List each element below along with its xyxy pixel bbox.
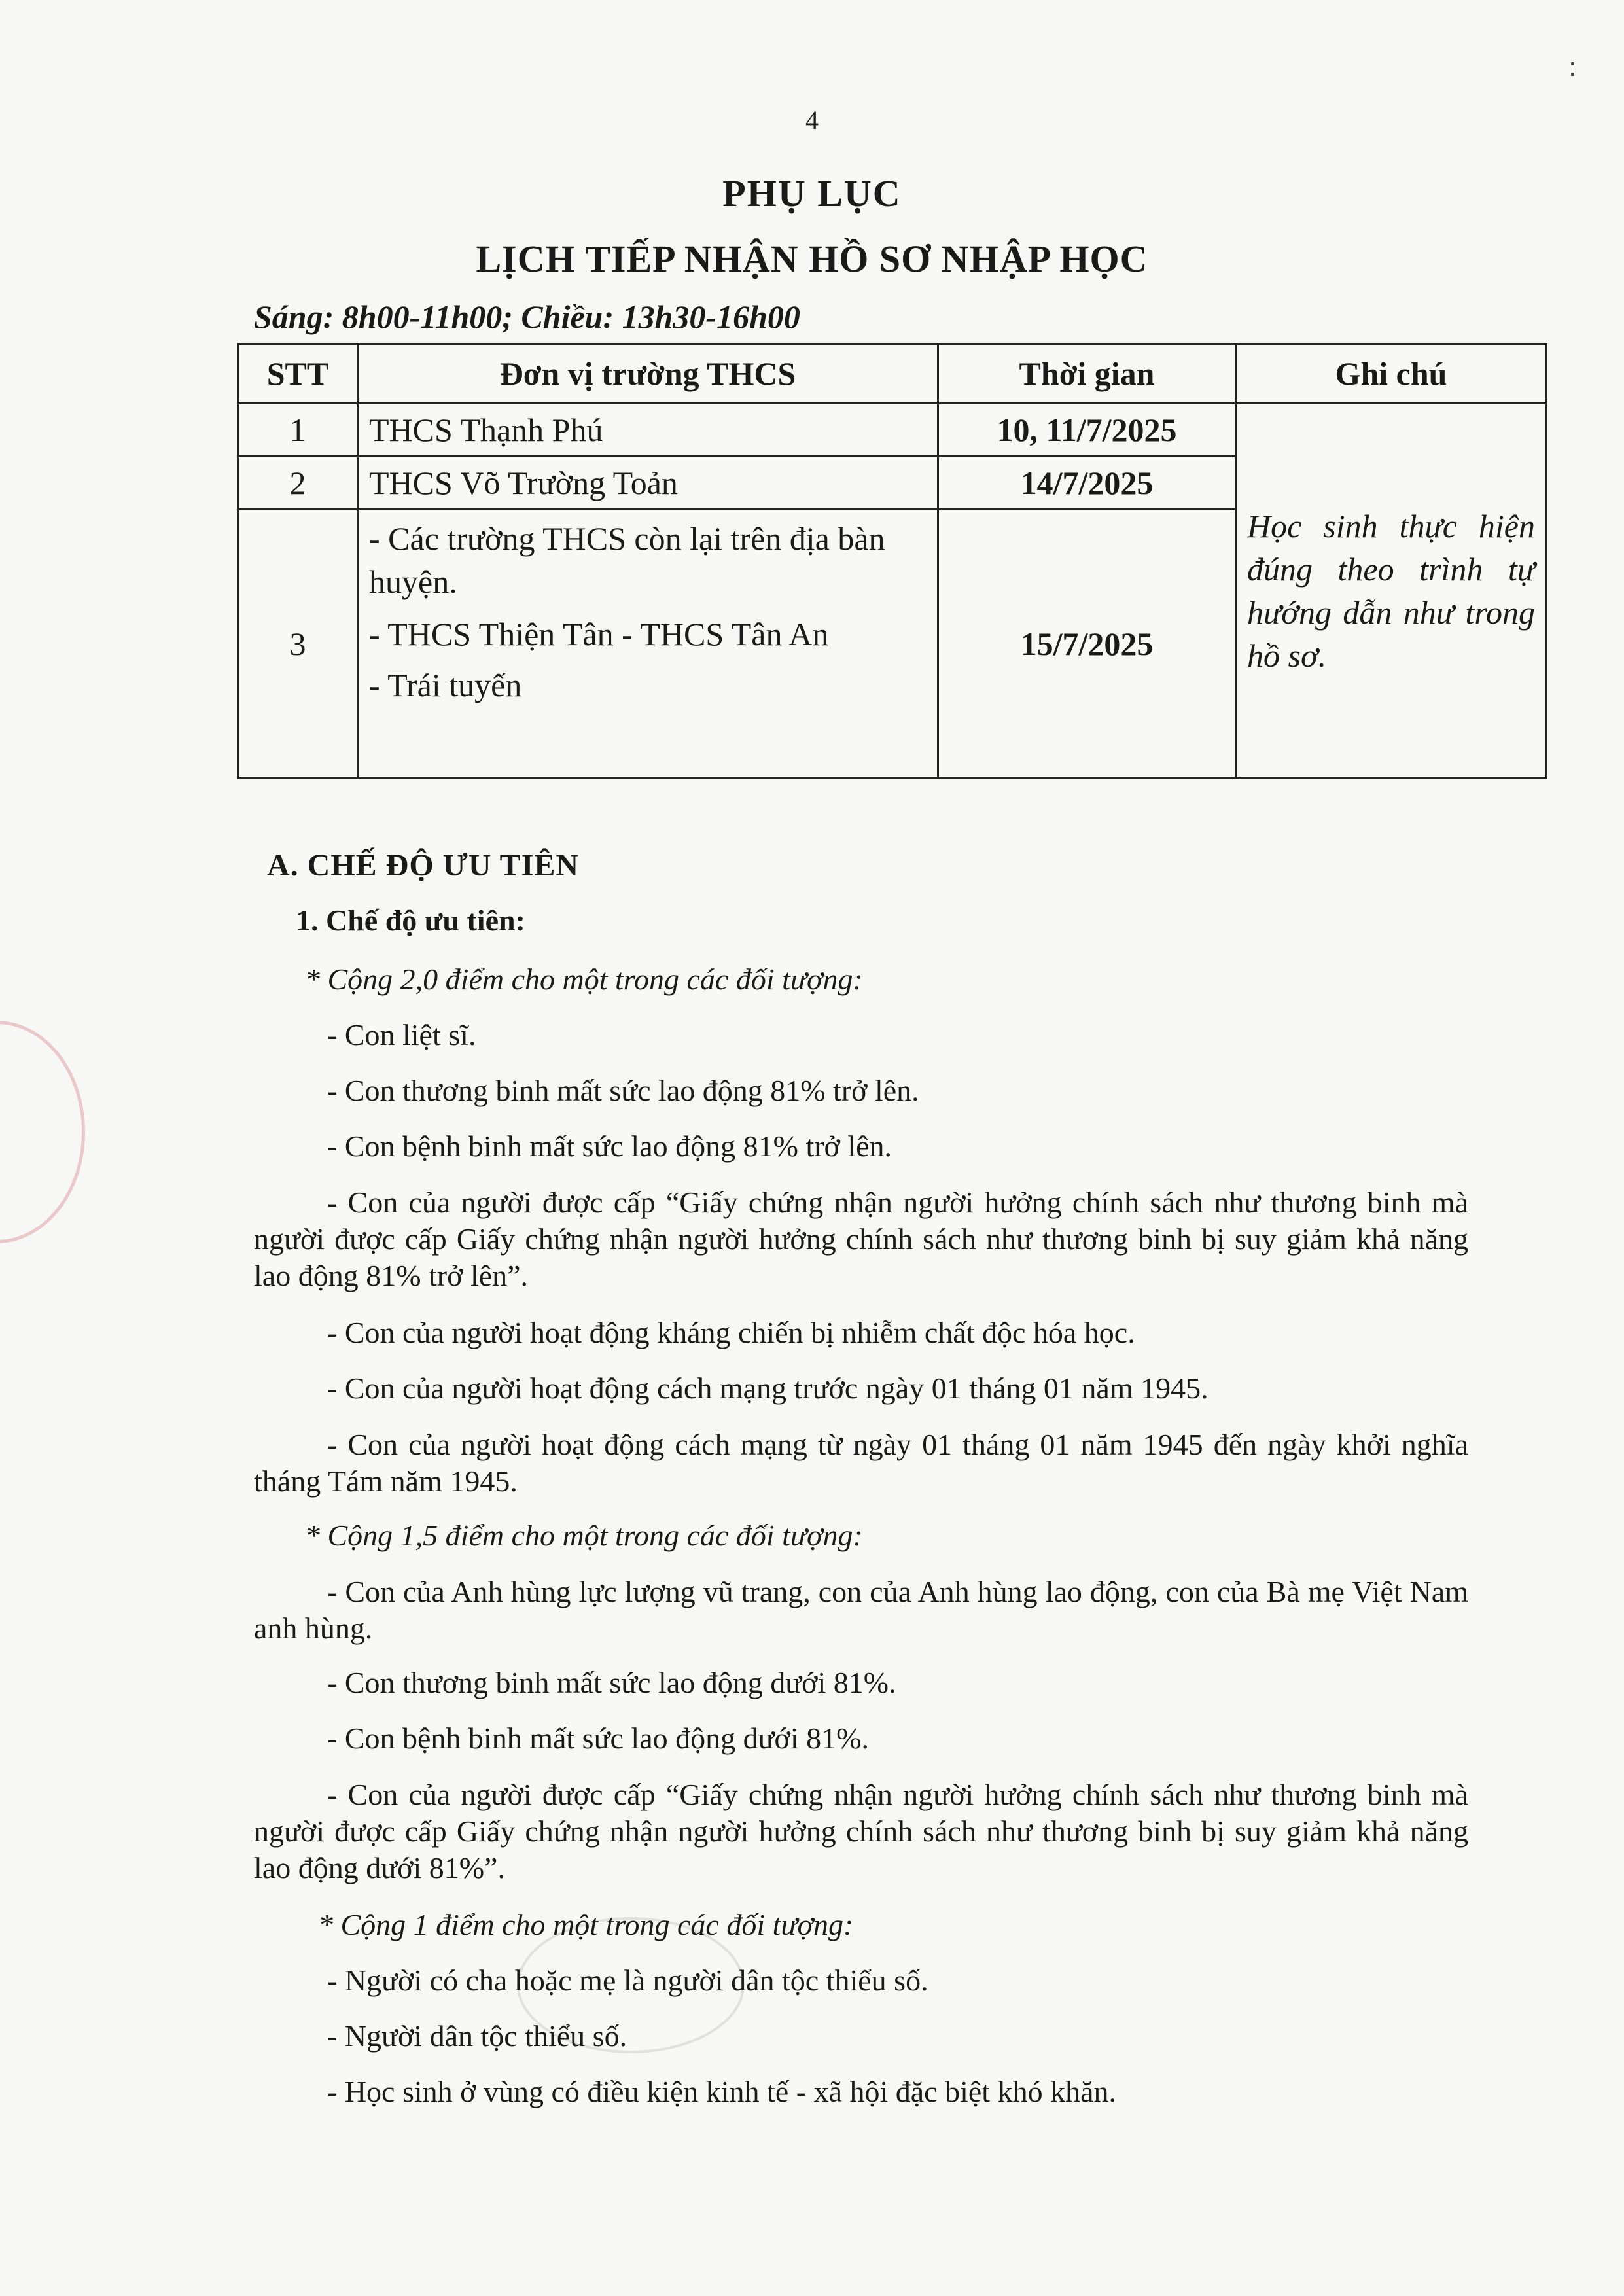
group1-heading: * Cộng 2,0 điểm cho một trong các đối tượng: — [305, 963, 863, 996]
unit-line: - Các trường THCS còn lại trên địa bàn huyện. — [369, 520, 885, 600]
header-stt: STT — [238, 344, 358, 404]
row-unit: THCS Thạnh Phú — [358, 404, 938, 457]
group2-heading: * Cộng 1,5 điểm cho một trong các đối tượng: — [305, 1519, 863, 1552]
page-number: 4 — [805, 105, 819, 135]
page-title: PHỤ LỤC — [722, 172, 902, 215]
row-stt: 3 — [238, 510, 358, 779]
list-item: - Con của người hoạt động kháng chiến bị nhiễm chất độc hóa học. — [327, 1316, 1135, 1349]
reception-hours: Sáng: 8h00-11h00; Chiều: 13h30-16h00 — [254, 298, 800, 335]
page-subtitle: LỊCH TIẾP NHẬN HỒ SƠ NHẬP HỌC — [476, 238, 1148, 280]
section-a-heading: A. CHẾ ĐỘ ƯU TIÊN — [267, 848, 580, 883]
header-time: Thời gian — [938, 344, 1236, 404]
row-time: 14/7/2025 — [938, 457, 1236, 510]
row-unit: THCS Võ Trường Toản — [358, 457, 938, 510]
row-note: Học sinh thực hiện đúng theo trình tự hướng dẫn như trong hồ sơ. — [1236, 404, 1547, 779]
unit-line: - Trái tuyến — [369, 667, 522, 703]
stamp-fragment — [0, 1021, 85, 1243]
list-item: - Con của người được cấp “Giấy chứng nhận người hưởng chính sách như thương binh mà người được cấp Giấy chứng nhận người hưởng chính sách như thương binh bị suy giảm khả năng lao động dưới 81%”. — [254, 1778, 1468, 1884]
list-item: - Con của người hoạt động cách mạng từ ngày 01 tháng 01 năm 1945 đến ngày khởi nghĩa tháng Tám năm 1945. — [254, 1428, 1468, 1498]
table-row — [238, 404, 1547, 457]
row-stt: 1 — [238, 404, 358, 457]
row-time: 15/7/2025 — [938, 510, 1236, 779]
list-item: - Con thương binh mất sức lao động 81% trở lên. — [327, 1074, 919, 1107]
header-unit: Đơn vị trường THCS — [358, 344, 938, 404]
schedule-table — [237, 343, 1547, 779]
list-item: - Con thương binh mất sức lao động dưới 81%. — [327, 1666, 896, 1699]
list-item: - Người dân tộc thiểu số. — [327, 2019, 627, 2053]
row-time: 10, 11/7/2025 — [938, 404, 1236, 457]
list-item: - Con bệnh binh mất sức lao động dưới 81%. — [327, 1722, 869, 1755]
list-item: - Con của người hoạt động cách mạng trước ngày 01 tháng 01 năm 1945. — [327, 1371, 1209, 1405]
group3-heading: * Cộng 1 điểm cho một trong các đối tượng: — [318, 1908, 854, 1941]
list-item: - Con liệt sĩ. — [327, 1018, 476, 1051]
list-item: - Người có cha hoặc mẹ là người dân tộc thiểu số. — [327, 1964, 928, 1997]
edge-mark: : — [1568, 52, 1577, 82]
table-header-row — [238, 344, 1547, 404]
row-stt: 2 — [238, 457, 358, 510]
list-item: - Học sinh ở vùng có điều kiện kinh tế - xã hội đặc biệt khó khăn. — [327, 2075, 1116, 2108]
header-note: Ghi chú — [1236, 344, 1547, 404]
list-item: - Con bệnh binh mất sức lao động 81% trở lên. — [327, 1129, 892, 1163]
unit-line: - THCS Thiện Tân - THCS Tân An — [369, 616, 829, 652]
section-1-heading: 1. Chế độ ưu tiên: — [296, 904, 525, 937]
row-unit — [358, 510, 938, 779]
list-item: - Con của người được cấp “Giấy chứng nhận người hưởng chính sách như thương binh mà người được cấp Giấy chứng nhận người hưởng chính sách như thương binh bị suy giảm khả năng lao động 81% trở lên”. — [254, 1186, 1468, 1292]
list-item: - Con của Anh hùng lực lượng vũ trang, con của Anh hùng lao động, con của Bà mẹ Việt Nam anh hùng. — [254, 1575, 1468, 1645]
